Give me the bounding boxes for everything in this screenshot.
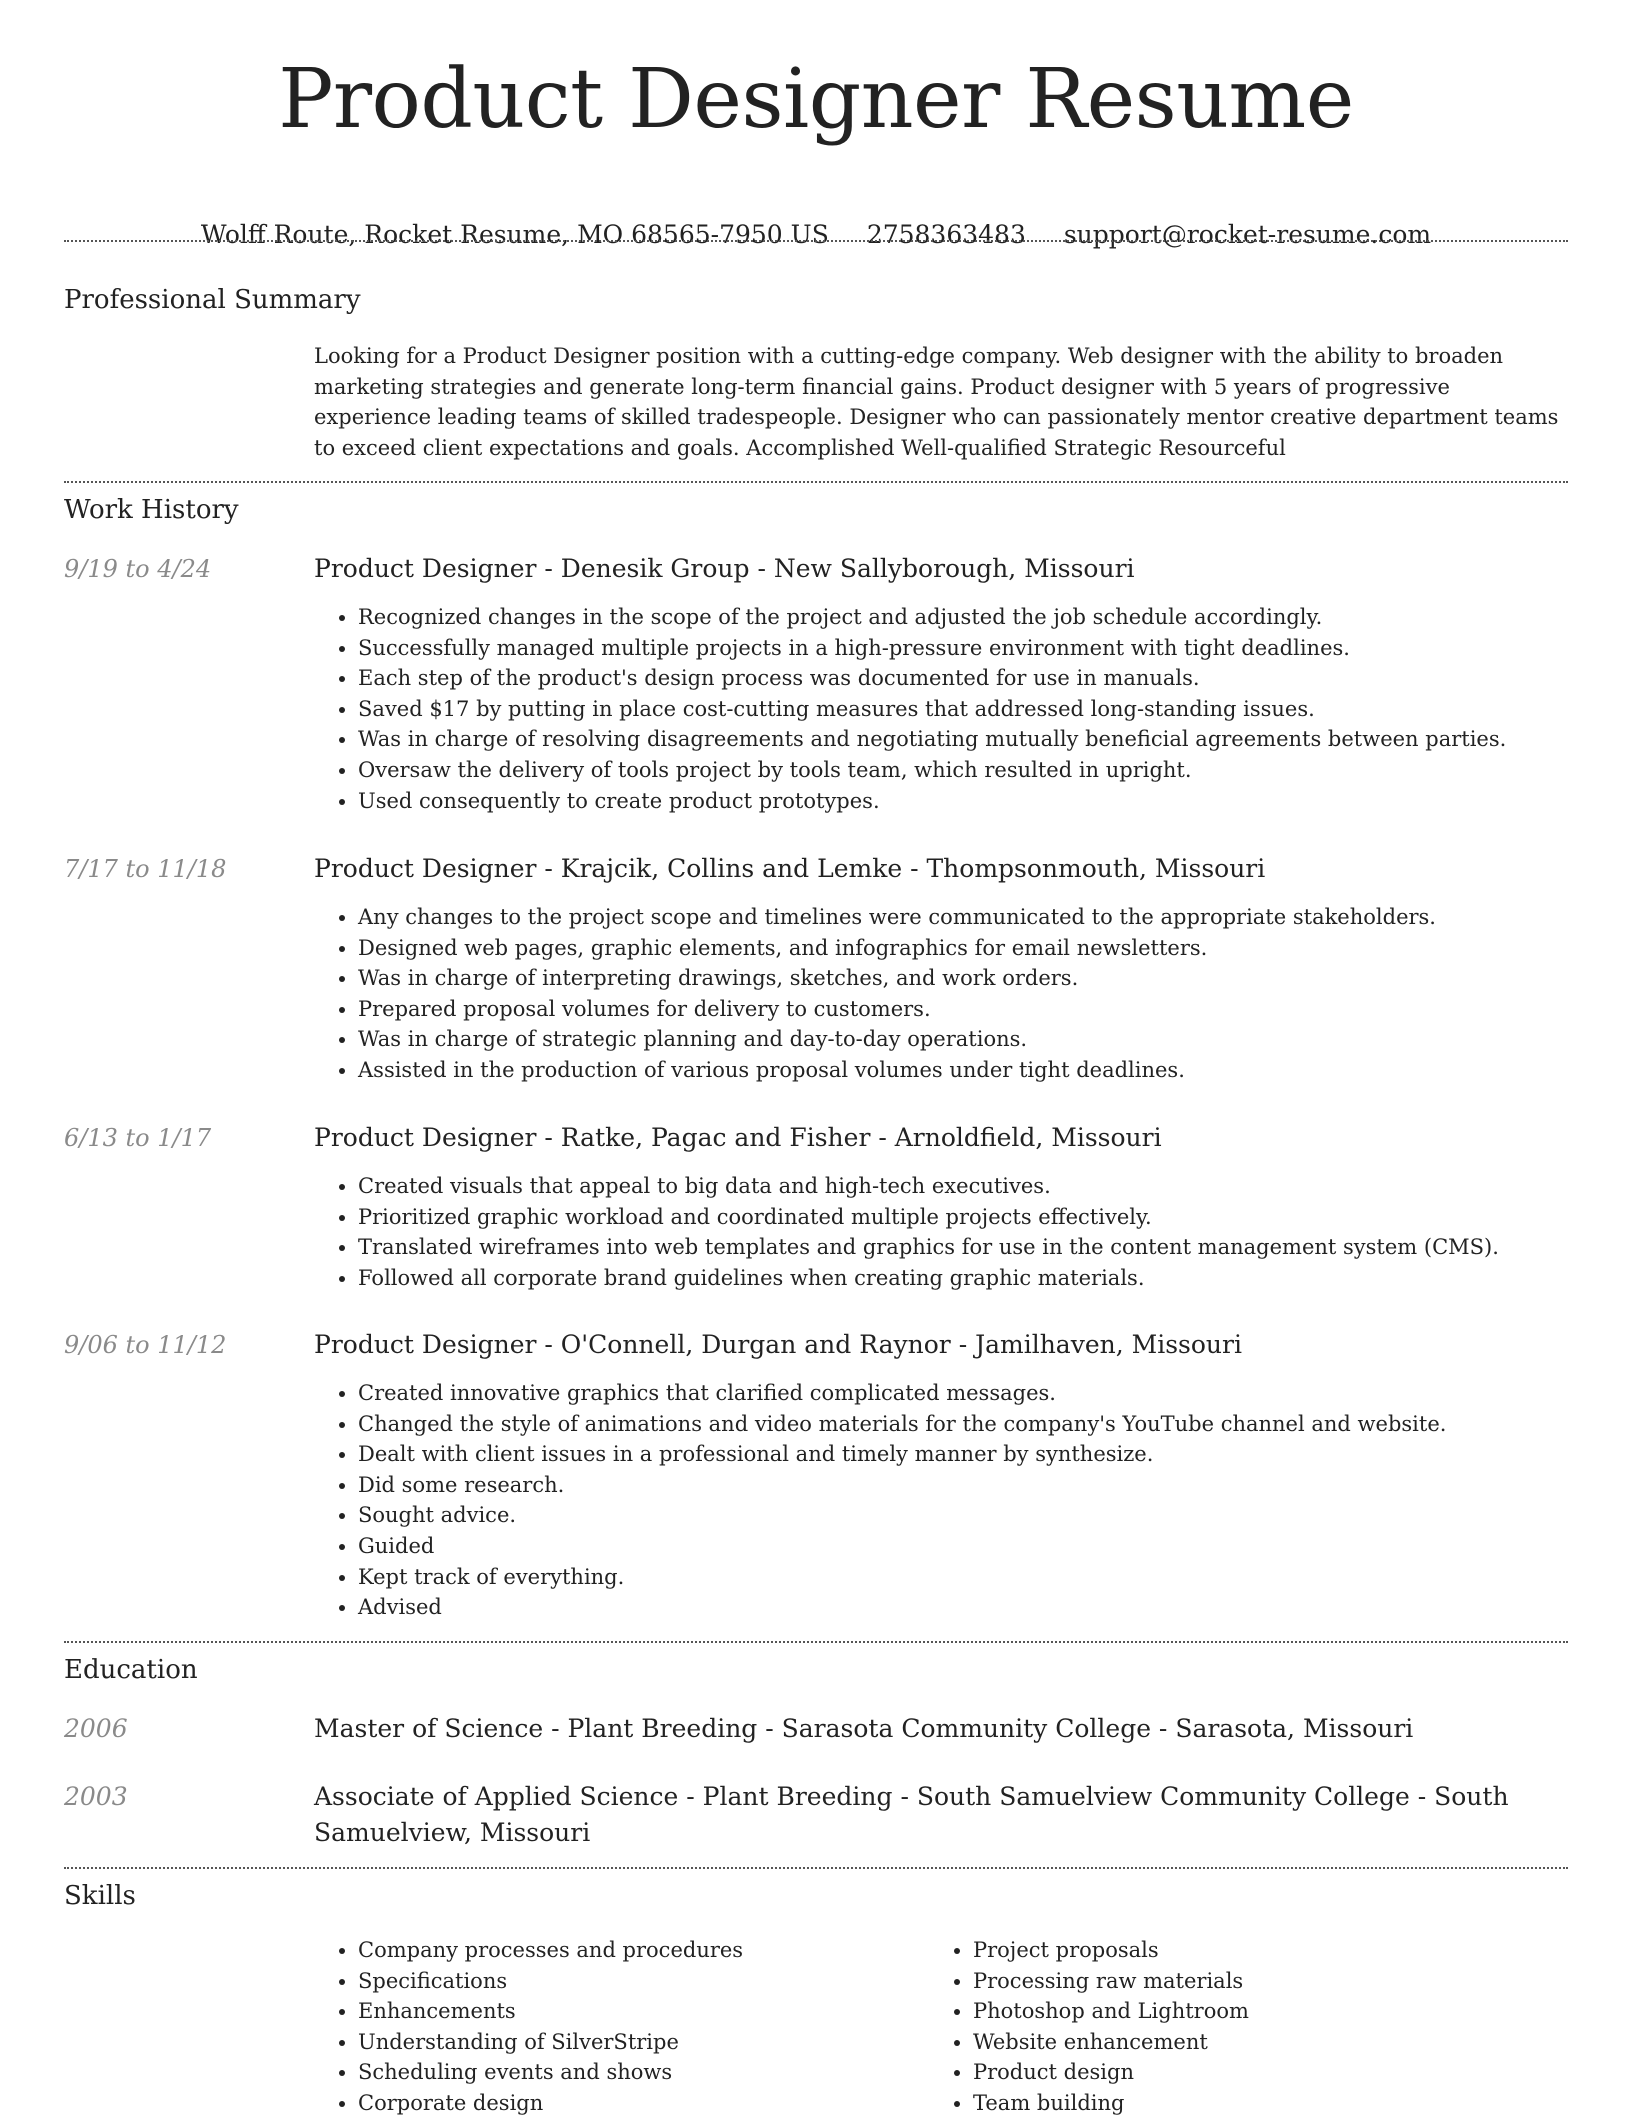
skill-item: • Processing raw materials <box>973 1966 1573 1997</box>
skill-item: • Understanding of SilverStripe <box>358 2027 918 2058</box>
summary-text: Looking for a Product Designer position with a cutting-edge company. Web designer with the ability to broaden marketing strategies and generate long-term financial gains. Product designer with 5 years of progressive experience leading teams of skilled tradespeople. Designer who can passionately mentor creative department teams to exceed client expectations and goals. Accomplished Well-qualified Strategic Resourceful <box>314 344 1559 460</box>
section-divider <box>64 1867 1568 1869</box>
work-history-heading: Work History <box>64 495 239 525</box>
job-title: Product Designer - O'Connell, Durgan and Raynor - Jamilhaven, Missouri <box>314 1330 1242 1359</box>
contact-address: Wolff Route, Rocket Resume, MO 68565-7950 US <box>200 220 829 249</box>
job-bullets <box>314 902 1436 1086</box>
section-divider <box>64 240 1568 242</box>
contact-phone: 2758363483 <box>866 220 1026 249</box>
job-bullet: • Prepared proposal volumes for delivery to customers. <box>358 994 1436 1025</box>
job-title: Product Designer - Krajcik, Collins and Lemke - Thompsonmouth, Missouri <box>314 854 1266 883</box>
skill-item: • Project proposals <box>973 1935 1573 1966</box>
skill-item: • Corporate design <box>358 2088 918 2119</box>
job-bullets <box>314 602 1506 816</box>
education-school: - South Samuelview Community College - South Samuelview, Missouri <box>314 1782 1509 1847</box>
skill-item: • Photoshop and Lightroom <box>973 1996 1573 2027</box>
job-bullet: • Created innovative graphics that clarified complicated messages. <box>358 1378 1446 1409</box>
job-bullets <box>314 1378 1446 1623</box>
contact-line <box>0 218 1632 252</box>
job-bullet: • Created visuals that appeal to big data and high-tech executives. <box>358 1171 1499 1202</box>
job-bullet: • Changed the style of animations and video materials for the company's YouTube channel and website. <box>358 1409 1446 1440</box>
contact-email: support@rocket-resume.com <box>1063 220 1432 249</box>
skill-item: • Product design <box>973 2057 1573 2088</box>
skill-item: • Enhancements <box>358 1996 918 2027</box>
resume-title: Product Designer Resume <box>278 52 1354 147</box>
skill-item: • Specifications <box>358 1966 918 1997</box>
job-bullet: • Used consequently to create product prototypes. <box>358 786 1506 817</box>
job-bullet: • Did some research. <box>358 1470 1446 1501</box>
education-date: 2006 <box>64 1714 128 1743</box>
job-bullet: • Was in charge of interpreting drawings, sketches, and work orders. <box>358 963 1436 994</box>
job-bullet: • Sought advice. <box>358 1500 1446 1531</box>
skill-item: • Team building <box>973 2088 1573 2119</box>
job-bullet: • Each step of the product's design process was documented for use in manuals. <box>358 663 1506 694</box>
skills-heading: Skills <box>64 1881 136 1911</box>
job-bullet: • Translated wireframes into web templates and graphics for use in the content management system (CMS). <box>358 1232 1499 1263</box>
job-date: 6/13 to 1/17 <box>64 1124 212 1152</box>
job-date: 7/17 to 11/18 <box>64 855 227 883</box>
skill-item: • Scheduling events and shows <box>358 2057 918 2088</box>
education-date: 2003 <box>64 1782 128 1811</box>
job-bullet: • Advised <box>358 1592 1446 1623</box>
summary-heading: Professional Summary <box>64 285 361 315</box>
job-title: Product Designer - Denesik Group - New Sallyborough, Missouri <box>314 554 1135 583</box>
job-bullet: • Recognized changes in the scope of the project and adjusted the job schedule accordingly. <box>358 602 1506 633</box>
section-divider <box>64 1641 1568 1643</box>
job-bullet: • Designed web pages, graphic elements, and infographics for email newsletters. <box>358 933 1436 964</box>
job-bullet: • Dealt with client issues in a professional and timely manner by synthesize. <box>358 1439 1446 1470</box>
skills-list-right <box>929 1935 1573 2119</box>
section-divider <box>64 481 1568 483</box>
job-bullet: • Guided <box>358 1531 1446 1562</box>
job-bullet: • Prioritized graphic workload and coordinated multiple projects effectively. <box>358 1202 1499 1233</box>
job-title: Product Designer - Ratke, Pagac and Fisher - Arnoldfield, Missouri <box>314 1123 1162 1152</box>
education-entry <box>314 1779 1564 1851</box>
education-entry <box>314 1711 1564 1747</box>
job-bullet: • Kept track of everything. <box>358 1562 1446 1593</box>
education-degree: Master of Science - Plant Breeding <box>314 1714 758 1743</box>
job-bullet: • Successfully managed multiple projects in a high-pressure environment with tight deadlines. <box>358 633 1506 664</box>
skill-item: • Company processes and procedures <box>358 1935 918 1966</box>
job-bullet: • Any changes to the project scope and timelines were communicated to the appropriate stakeholders. <box>358 902 1436 933</box>
job-bullet: • Oversaw the delivery of tools project by tools team, which resulted in upright. <box>358 755 1506 786</box>
skill-item: • Website enhancement <box>973 2027 1573 2058</box>
job-date: 9/19 to 4/24 <box>64 555 212 583</box>
job-bullets <box>314 1171 1499 1293</box>
education-degree: Associate of Applied Science - Plant Breeding <box>314 1782 893 1811</box>
job-bullet: • Was in charge of resolving disagreements and negotiating mutually beneficial agreements between parties. <box>358 724 1506 755</box>
education-heading: Education <box>64 1655 198 1685</box>
education-school: - Sarasota Community College - Sarasota, Missouri <box>757 1714 1414 1743</box>
job-bullet: • Was in charge of strategic planning and day-to-day operations. <box>358 1024 1436 1055</box>
job-bullet: • Assisted in the production of various proposal volumes under tight deadlines. <box>358 1055 1436 1086</box>
job-bullet: • Followed all corporate brand guidelines when creating graphic materials. <box>358 1263 1499 1294</box>
job-date: 9/06 to 11/12 <box>64 1331 227 1359</box>
job-bullet: • Saved $17 by putting in place cost-cutting measures that addressed long-standing issues. <box>358 694 1506 725</box>
skills-list-left <box>314 1935 918 2119</box>
